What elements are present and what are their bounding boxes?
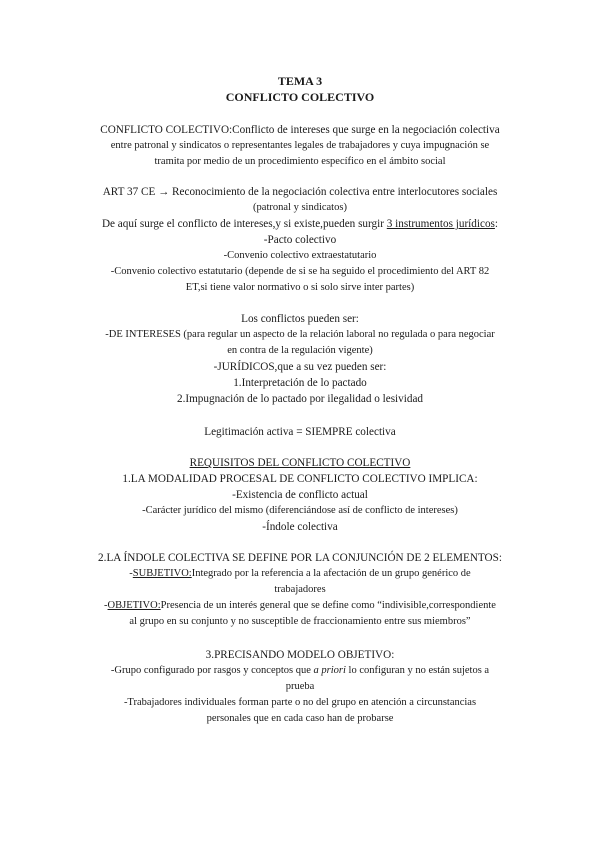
- list-item: [60, 663, 540, 679]
- art37-line: (patronal y sindicatos): [253, 202, 347, 213]
- list-item: al grupo en su conjunto y no susceptible de fraccionamiento entre sus miembros”: [129, 616, 471, 627]
- list-item: trabajadores: [274, 584, 326, 595]
- conflicts-intro: Los conflictos pueden ser:: [241, 313, 359, 325]
- text-span: -: [104, 600, 108, 611]
- text-span: -: [129, 568, 133, 579]
- requisitos-line: 1.LA MODALIDAD PROCESAL DE CONFLICTO COLECTIVO IMPLICA:: [122, 473, 478, 485]
- list-item: -DE INTERESES (para regular un aspecto de la relación laboral no regulada o para negociar: [105, 329, 495, 340]
- list-item: 1.Interpretación de lo pactado: [233, 377, 367, 389]
- list-item: -Trabajadores individuales forman parte o no del grupo en atención a circunstancias: [123, 697, 477, 708]
- text-span: De aquí surge el conflicto de intereses,y si existe,pueden surgir: [101, 218, 387, 230]
- list-item: -Carácter jurídico del mismo (diferenciándose así de conflicto de intereses): [142, 505, 458, 516]
- list-item: prueba: [285, 681, 315, 692]
- underlined-term: OBJETIVO:: [107, 600, 161, 611]
- definition-line: tramita por medio de un procedimiento específico en el ámbito social: [154, 156, 446, 167]
- indole-heading: 2.LA ÍNDOLE COLECTIVA SE DEFINE POR LA CONJUNCIÓN DE 2 ELEMENTOS:: [98, 552, 502, 564]
- page-title: TEMA 3: [277, 74, 323, 88]
- section-heading: REQUISITOS DEL CONFLICTO COLECTIVO: [189, 457, 411, 469]
- list-item: -Índole colectiva: [262, 521, 338, 533]
- list-item: [60, 598, 540, 614]
- text-span: lo configuran y no están sujetos a: [345, 665, 490, 676]
- list-item: -Convenio colectivo extraestatutario: [223, 250, 377, 261]
- list-item: -Convenio colectivo estatutario (depende de si se ha seguido el procedimiento del ART 82: [110, 266, 490, 277]
- text-span: -Grupo configurado por rasgos y conceptos que: [110, 665, 314, 676]
- list-item: en contra de la regulación vigente): [227, 345, 373, 356]
- page-subtitle: CONFLICTO COLECTIVO: [225, 90, 375, 104]
- art37-line: ART 37 CE → Reconocimiento de la negociación colectiva entre interlocutores sociales: [102, 186, 498, 198]
- modelo-heading: 3.PRECISANDO MODELO OBJETIVO:: [205, 649, 395, 661]
- legitimacion-line: Legitimación activa = SIEMPRE colectiva: [204, 426, 396, 438]
- list-item: ET,si tiene valor normativo o si solo sirve inter partes): [185, 282, 415, 293]
- underlined-term: SUBJETIVO:: [132, 568, 192, 579]
- definition-line: entre patronal y sindicatos o representantes legales de trabajadores y cuya impugnación se: [110, 140, 490, 151]
- text-span: :: [494, 218, 499, 230]
- definition-line: CONFLICTO COLECTIVO:Conflicto de intereses que surge en la negociación colectiva: [100, 124, 500, 136]
- text-span: Integrado por la referencia a la afectación de un grupo genérico de: [191, 568, 471, 579]
- list-item: 2.Impugnación de lo pactado por ilegalidad o lesividad: [176, 393, 424, 405]
- list-item: -Existencia de conflicto actual: [232, 489, 368, 501]
- italic-term: a priori: [313, 665, 346, 676]
- list-item: [60, 566, 540, 582]
- list-item: -JURÍDICOS,que a su vez pueden ser:: [213, 361, 387, 373]
- list-item: personales que en cada caso han de probarse: [206, 713, 394, 724]
- art37-instruments-line: [60, 216, 540, 232]
- text-span: Presencia de un interés general que se define como “indivisible,correspondiente: [160, 600, 496, 611]
- underlined-term: 3 instrumentos jurídicos: [386, 218, 495, 230]
- list-item: -Pacto colectivo: [263, 234, 337, 246]
